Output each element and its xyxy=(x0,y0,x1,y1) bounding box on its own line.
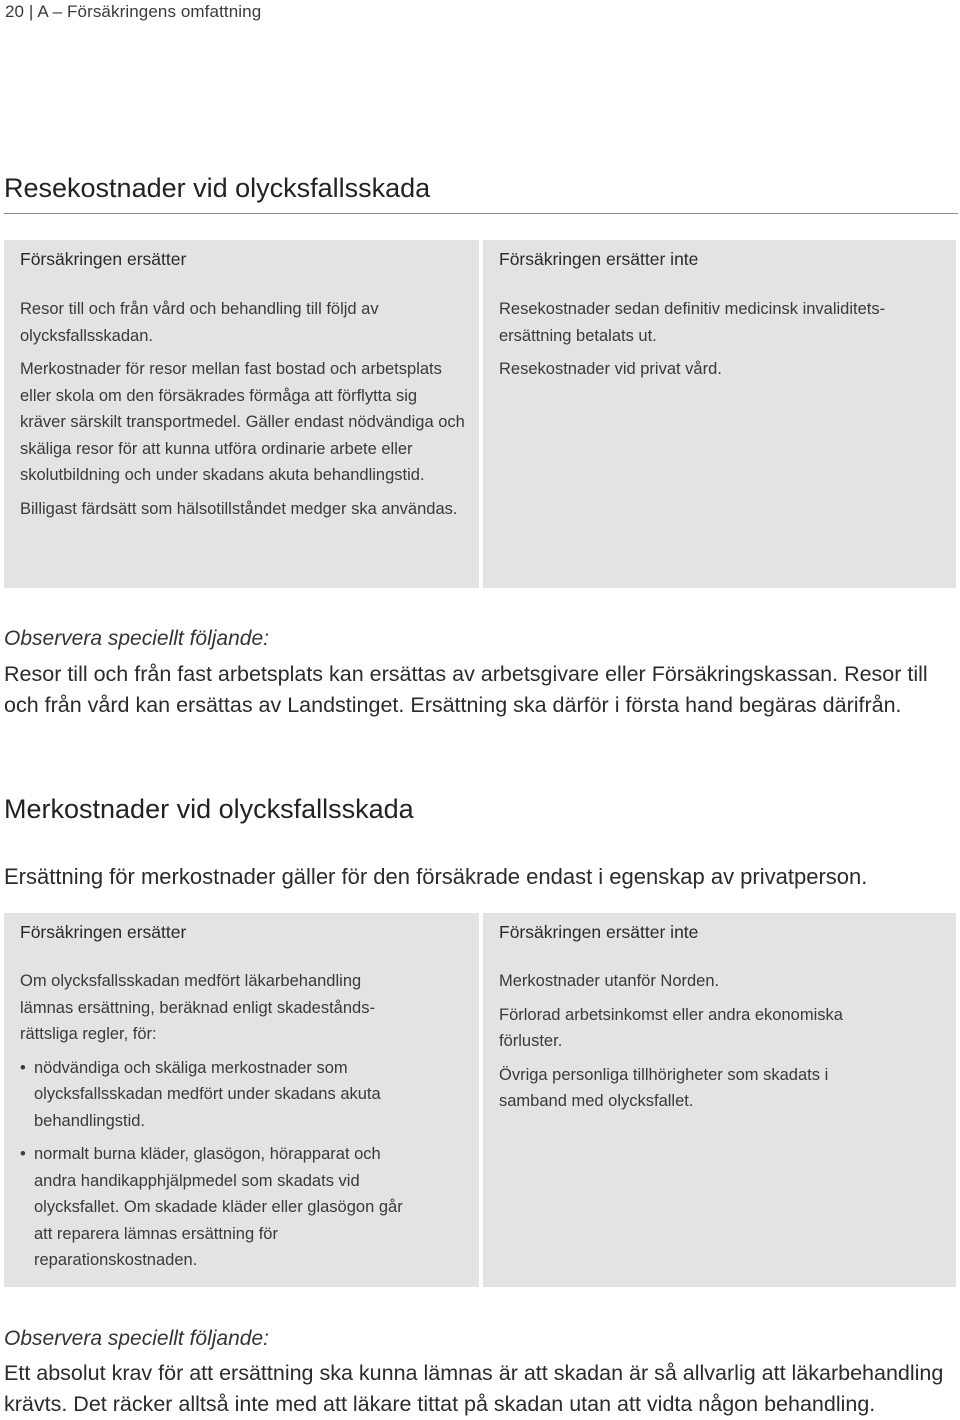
not-covered-header: Försäkringen ersätter inte xyxy=(499,922,699,942)
note-heading: Observera speciellt följande: xyxy=(4,627,269,650)
not-covered-text xyxy=(499,296,942,390)
paragraph: Merkostnader utanför Norden. xyxy=(499,972,720,990)
covered-box-merkostnader xyxy=(4,913,479,1287)
section-title-resekostnader: Resekostnader vid olycksfallsskada xyxy=(4,173,431,203)
not-covered-header: Försäkringen ersätter inte xyxy=(499,249,699,269)
paragraph: Resor till och från vård och behandling till följd av olycksfallsskadan. xyxy=(20,300,379,345)
lead-paragraph: Om olycksfallsskadan medfört läkarbehandling lämnas ersättning, beräknad enligt skadeståndsrättsliga regler, för: xyxy=(20,972,375,1043)
section-intro: Ersättning för merkostnader gäller för den försäkrade endast i egenskap av privatperson. xyxy=(4,864,868,889)
not-covered-text xyxy=(499,968,886,1122)
paragraph: Resekostnader vid privat vård. xyxy=(499,360,722,378)
running-head: 20 | A – Försäkringens omfattning xyxy=(5,2,262,21)
covered-text xyxy=(20,296,465,529)
paragraph: Resekostnader sedan definitiv medicinsk invaliditetsersättning betalats ut. xyxy=(499,300,886,345)
note-text: Ett absolut krav för att ersättning ska kunna lämnas är att skadan är så allvarlig att läkarbehandling krävts. Det räcker alltså inte med att läkare tittat på skadan utan att vidta någon behandling. xyxy=(4,1361,944,1416)
note-text: Resor till och från fast arbetsplats kan ersättas av arbetsgivare eller Försäkringskassan. Resor till och från vård kan ersättas av Landstinget. Ersättning ska därför i första hand begäras därifrån. xyxy=(4,662,928,717)
paragraph: Merkostnader för resor mellan fast bostad och arbetsplats eller skola om den försäkrades förmåga att förflytta sig kräver särskilt transportmedel. Gäller endast nödvändiga och skäliga resor för att kunna utföra ordinarie arbete eller skolutbildning och under skadans akuta behandlingstid. xyxy=(20,360,465,484)
title-rule xyxy=(4,213,958,214)
list-item: • nödvändiga och skäliga merkostnader som olycksfallsskadan medfört under skadans akuta behandlingstid. xyxy=(20,1055,413,1135)
covered-box-resekostnader xyxy=(4,240,479,588)
list-item: • normalt burna kläder, glasögon, hörapparat och andra handikapphjälpmedel som skadats vid olycksfallet. Om skadade kläder eller glasögon går att reparera lämnas ersättning för reparationskostnaden. xyxy=(20,1141,413,1274)
paragraph: Förlorad arbetsinkomst eller andra ekonomiska förluster. xyxy=(499,1005,843,1050)
section-title-merkostnader: Merkostnader vid olycksfallsskada xyxy=(4,794,414,824)
covered-text xyxy=(20,968,413,1281)
paragraph: Övriga personliga tillhörigheter som skadats i samband med olycksfallet. xyxy=(499,1065,829,1110)
covered-header: Försäkringen ersätter xyxy=(20,249,187,269)
covered-header: Försäkringen ersätter xyxy=(20,922,187,942)
not-covered-box-merkostnader xyxy=(483,913,956,1287)
note-heading: Observera speciellt följande: xyxy=(4,1327,269,1350)
paragraph: Billigast färdsätt som hälsotillståndet medger ska användas. xyxy=(20,499,458,518)
not-covered-box-resekostnader xyxy=(483,240,956,588)
